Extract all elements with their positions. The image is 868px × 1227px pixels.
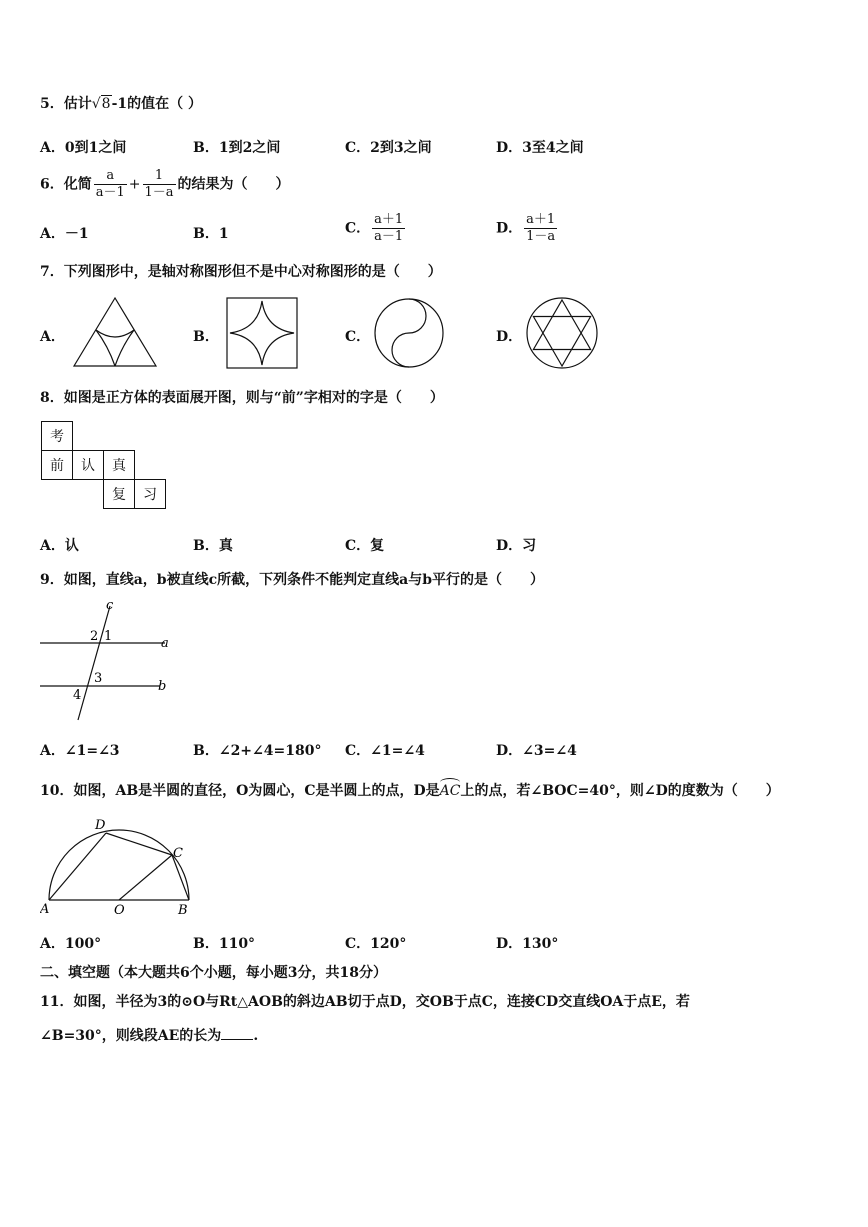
fraction-1	[94, 168, 127, 201]
question-text-tail: .	[253, 1028, 259, 1044]
fraction-2	[143, 168, 176, 201]
net-cell: 真	[104, 451, 135, 480]
question-8: 8．如图是正方体的表面展开图，则与“前”字相对的字是（ ）	[40, 390, 444, 406]
net-cell: 前	[42, 451, 73, 480]
option-label: C．	[345, 220, 371, 237]
option-fraction	[372, 212, 405, 245]
option-d: D．3至4之间	[496, 140, 584, 156]
figure-yin-yang	[372, 296, 446, 370]
question-10	[40, 780, 780, 800]
label-D: D	[95, 818, 106, 833]
numerator: a	[94, 168, 127, 185]
figure-square-star	[226, 297, 298, 369]
option-d: D．∠3=∠4	[496, 743, 577, 759]
angle-label-4: 4	[73, 688, 82, 703]
label-a: a	[161, 636, 169, 651]
net-cell: 复	[104, 480, 135, 509]
denominator: 1－a	[526, 229, 556, 244]
arc-ac: AC	[439, 783, 461, 799]
numerator: a＋1	[374, 212, 404, 227]
net-cell: 习	[135, 480, 166, 509]
label-B: B	[178, 903, 188, 918]
question-text: 估计	[63, 96, 92, 112]
option-b: B．1到2之间	[193, 140, 281, 156]
option-d: D．习	[496, 538, 537, 554]
option-d	[496, 212, 559, 245]
question-11-line-2	[40, 1025, 258, 1045]
question-7: 7．下列图形中，是轴对称图形但不是中心对称图形的是（ ）	[40, 264, 442, 280]
option-label: D．	[496, 220, 523, 237]
option-c: C．∠1=∠4	[345, 743, 425, 759]
option-b: B．1	[193, 226, 229, 242]
label-c: c	[106, 598, 114, 613]
option-b: B．∠2+∠4=180°	[193, 743, 322, 759]
label-b: b	[158, 679, 167, 694]
question-9: 9．如图，直线a，b被直线c所截，下列条件不能判定直线a与b平行的是（ ）	[40, 572, 544, 588]
question-5	[40, 93, 202, 113]
question-11-line-1: 11．如图，半径为3的⊙O与Rt△AOB的斜边AB切于点D，交OB于点C，连接CD交直线OA于点E，若	[40, 994, 690, 1010]
angle-label-1: 1	[104, 629, 113, 644]
question-text-tail: -1的值在（ ）	[111, 96, 203, 112]
option-c	[345, 212, 407, 245]
figure-parallel-lines	[40, 598, 175, 723]
denominator: 1－a	[144, 185, 174, 200]
question-6	[40, 168, 290, 201]
option-d: D．	[496, 329, 523, 345]
net-cell: 认	[73, 451, 104, 480]
denominator: a－1	[95, 185, 125, 200]
label-O: O	[114, 903, 125, 918]
option-b: B．真	[193, 538, 233, 554]
denominator: a－1	[374, 229, 404, 244]
option-a: A．100°	[40, 936, 102, 952]
net-cell: 考	[42, 422, 73, 451]
option-fraction	[524, 212, 557, 245]
question-number: 5．	[40, 96, 64, 112]
option-a: A．0到1之间	[40, 140, 127, 156]
question-number: 6．	[40, 176, 64, 193]
answer-blank[interactable]	[221, 1027, 253, 1040]
option-a: A．－1	[40, 226, 89, 242]
option-b: B．	[193, 329, 219, 345]
option-a: A．∠1=∠3	[40, 743, 120, 759]
question-text: 10．如图，AB是半圆的直径，O为圆心，C是半圆上的点，D是	[40, 783, 440, 799]
numerator: a＋1	[526, 212, 556, 227]
angle-label-2: 2	[90, 629, 99, 644]
sqrt-expression: √8	[91, 96, 111, 112]
option-c: C．120°	[345, 936, 407, 952]
option-a: A．	[40, 329, 65, 345]
option-d: D．130°	[496, 936, 559, 952]
radicand: 8	[101, 96, 111, 112]
question-text: ∠B=30°，则线段AE的长为	[40, 1028, 222, 1044]
option-c: C．2到3之间	[345, 140, 432, 156]
plus-sign: +	[128, 176, 141, 193]
question-text-tail: 上的点，若∠BOC=40°，则∠D的度数为（ ）	[460, 783, 780, 799]
angle-label-3: 3	[94, 671, 103, 686]
option-c: C．复	[345, 538, 385, 554]
figure-circle-hexagram	[525, 296, 599, 370]
question-text-tail: 的结果为（ ）	[177, 176, 290, 193]
label-A: A	[40, 902, 50, 917]
section-heading: 二、填空题（本大题共6个小题，每小题3分，共18分）	[40, 965, 387, 981]
option-b: B．110°	[193, 936, 256, 952]
figure-triangle-arcs	[70, 294, 160, 370]
question-text: 化简	[63, 176, 92, 193]
option-a: A．认	[40, 538, 79, 554]
numerator: 1	[143, 168, 176, 185]
cube-net	[41, 421, 166, 509]
label-C: C	[173, 846, 183, 861]
figure-semicircle	[40, 814, 192, 918]
option-c: C．	[345, 329, 371, 345]
